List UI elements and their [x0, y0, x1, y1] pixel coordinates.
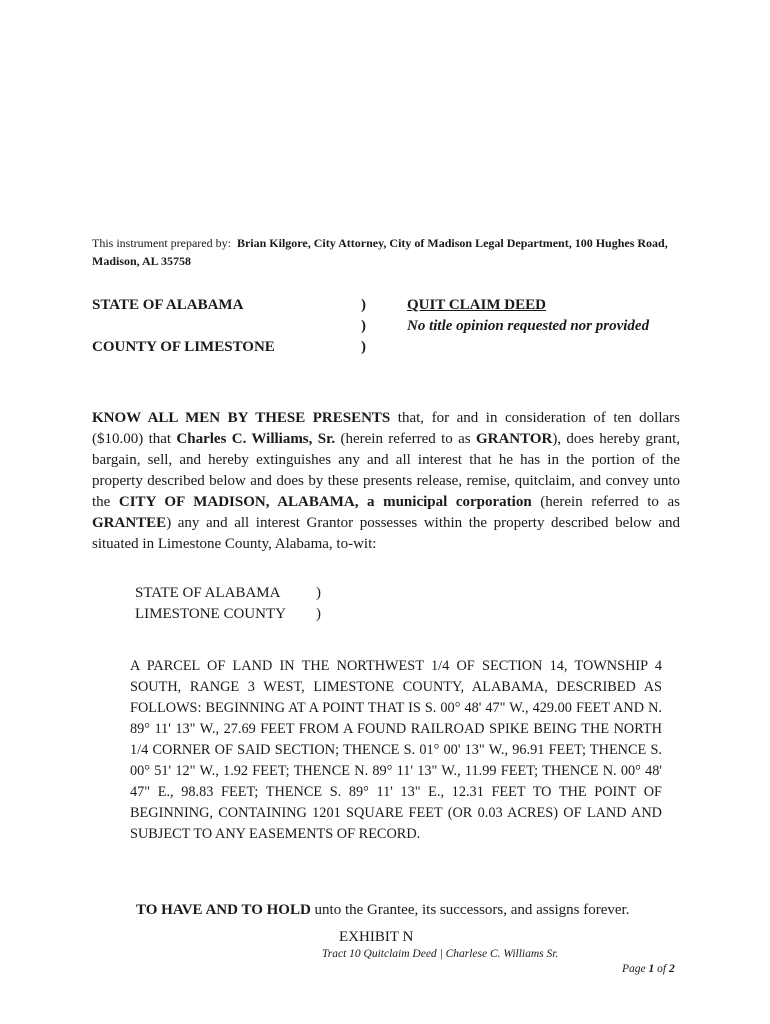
preparer-intro: This instrument prepared by:: [92, 236, 231, 250]
granting-text: that, for and in consideration of ten dollars ($10.00) that: [92, 410, 681, 447]
granting-clause: [92, 408, 680, 555]
granting-text: ), does hereby grant, bargain, sell, and hereby extinguishes any and all interest that he has in the portion of the property described below and does by these presents release, remise, quitclaim, and convey unto the: [92, 431, 680, 510]
legal-state: STATE OF ALABAMA: [135, 585, 281, 601]
caption-state: STATE OF ALABAMA: [92, 297, 244, 313]
grantee-name: CITY OF MADISON, ALABAMA, a municipal corporation: [118, 494, 532, 510]
grantor-label: GRANTOR: [475, 431, 553, 447]
habendum-text: unto the Grantee, its successors, and assigns forever.: [310, 902, 630, 918]
granting-text: (herein referred to as: [335, 431, 476, 447]
deed-subtitle: No title opinion requested nor provided: [407, 318, 650, 334]
caption-paren: ): [361, 318, 366, 334]
page-number: [622, 963, 675, 975]
granting-heading: KNOW ALL MEN BY THESE PRESENTS: [92, 410, 391, 426]
legal-paren: ): [316, 606, 321, 622]
page-of: of: [654, 963, 669, 975]
footer-reference: Tract 10 Quitclaim Deed | Charlese C. Williams Sr.: [322, 948, 559, 960]
granting-text: ) any and all interest Grantor possesses within the property described below and situated in Limestone County, Alabama, to-wit:: [92, 515, 680, 552]
caption-county: COUNTY OF LIMESTONE: [92, 339, 275, 355]
page-current: 1: [648, 963, 655, 975]
caption-paren: ): [361, 339, 366, 355]
page-total: 2: [668, 963, 675, 975]
exhibit-label: EXHIBIT N: [339, 929, 414, 945]
granting-text: (herein referred to as: [531, 494, 680, 510]
preparer-block: [92, 234, 692, 270]
habendum-heading: TO HAVE AND TO HOLD: [136, 902, 311, 918]
preparer-name: Brian Kilgore, City Attorney, City of Madison Legal Department, 100 Hughes Road, Madison, AL 35758: [92, 236, 668, 268]
legal-description: A PARCEL OF LAND IN THE NORTHWEST 1/4 OF SECTION 14, TOWNSHIP 4 SOUTH, RANGE 3 WEST, LIMESTONE COUNTY, ALABAMA, DESCRIBED AS FOLLOWS: BEGINNING AT A POINT THAT IS S. 00° 48' 47" W., 429.00 FEET AND N. 89° 11' 13" W., 27.69 FEET FROM A FOUND RAILROAD SPIKE BEING THE NORTH 1/4 CORNER OF SAID SECTION; THENCE S. 01° 00' 13" W., 96.91 FEET; THENCE S. 00° 51' 12" W., 1.92 FEET; THENCE N. 89° 11' 13" W., 11.99 FEET; THENCE N. 00° 48' 47" E., 98.83 FEET; THENCE S. 89° 11' 13" E., 12.31 FEET TO THE POINT OF BEGINNING, CONTAINING 1201 SQUARE FEET (OR 0.03 ACRES) OF LAND AND SUBJECT TO ANY EASEMENTS OF RECORD.: [130, 658, 662, 842]
caption-paren: ): [361, 297, 366, 313]
habendum-clause: [136, 902, 629, 919]
legal-county: LIMESTONE COUNTY: [135, 606, 286, 622]
page-word: Page: [622, 963, 649, 975]
grantee-label: GRANTEE: [92, 515, 167, 531]
deed-title: QUIT CLAIM DEED: [407, 297, 546, 313]
legal-paren: ): [316, 585, 321, 601]
grantor-name: Charles C. Williams, Sr.: [176, 431, 336, 447]
